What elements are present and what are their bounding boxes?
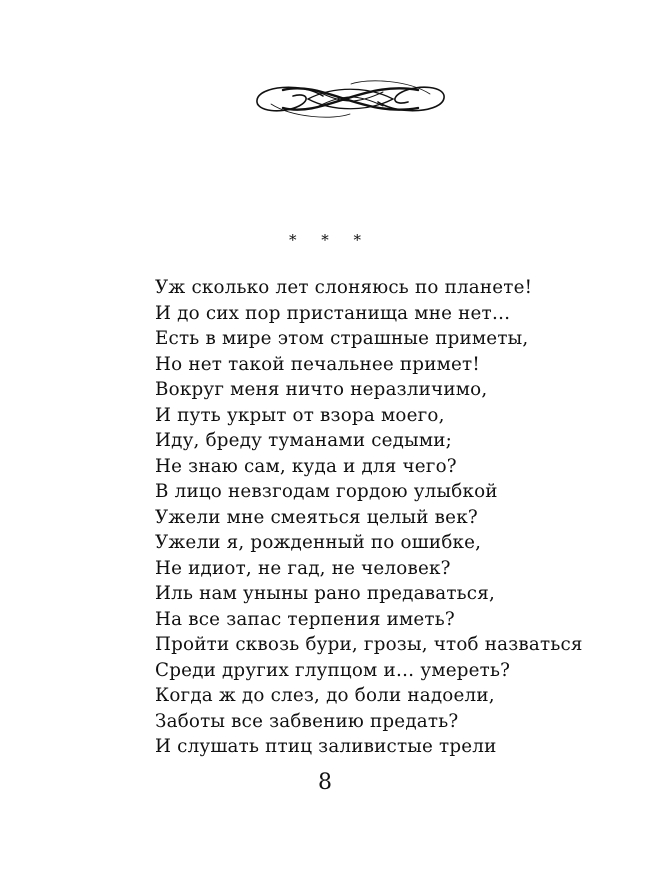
poem-line: Ужели мне смеяться целый век?	[155, 506, 478, 528]
poem-line: Уж сколько лет слоняюсь по планете!	[155, 277, 533, 298]
section-divider-asterisks: * * *	[288, 231, 372, 249]
poem-line: Среди других глупцом и… умереть?	[155, 659, 511, 681]
poem-line: Не знаю сам, куда и для чего?	[155, 455, 457, 477]
poem-line: Вокруг меня ничто неразличимо,	[155, 379, 488, 400]
poem-line: И путь укрыт от взора моего,	[155, 404, 445, 426]
page-number: 8	[318, 770, 332, 795]
poem-line: Когда ж до слез, до боли надоели,	[155, 685, 495, 706]
poem-stanza	[155, 275, 583, 760]
poem-line: На все запас терпения иметь?	[155, 608, 455, 630]
poem-line: Но нет такой печальнее примет!	[155, 353, 480, 375]
poem-line: И слушать птиц заливистые трели	[155, 736, 497, 757]
poem-line: Пройти сквозь бури, грозы, чтоб назваться	[155, 634, 583, 655]
poem-line: И до сих пор пристанища мне нет…	[155, 302, 511, 324]
poem-line: Заботы все забвению предать?	[155, 710, 459, 732]
poem-line: В лицо невзгодам гордою улыбкой	[155, 481, 498, 502]
poem-line: Иль нам уныны рано предаваться,	[155, 583, 495, 604]
poem-line: Ужели я, рожденный по ошибке,	[155, 532, 482, 553]
calligraphic-flourish-icon	[253, 74, 448, 124]
poem-line: Иду, бреду туманами седыми;	[155, 430, 453, 451]
poem-line: Есть в мире этом страшные приметы,	[155, 328, 529, 349]
poem-line: Не идиот, не гад, не человек?	[155, 557, 451, 579]
